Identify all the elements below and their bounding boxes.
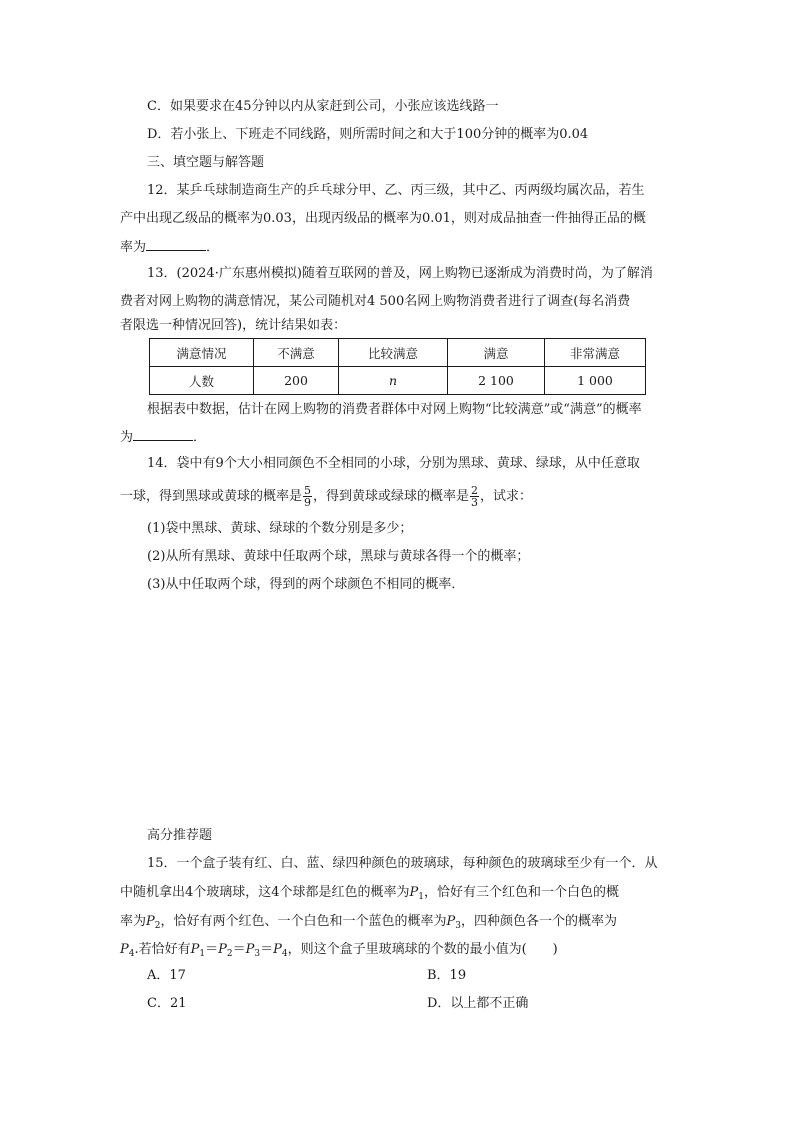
table-cell: 比较满意 [339,339,448,367]
q13-end: ． [193,430,207,445]
q12-line-1: 12．某乒乓球制造商生产的乒乓球分甲、乙、丙三级，其中乙、丙两级均属次品，若生 [147,183,645,198]
q13-line-2: 费者对网上购物的满意情况，某公司随机对4 500名网上购物消费者进行了调查(每名消费 [120,294,631,309]
survey-table [149,338,646,395]
q13-line-3: 者限选一种情况回答)，统计结果如表： [120,318,347,333]
table-cell: 200 [254,367,339,395]
q13-line-5 [120,428,206,446]
q14-line-1: 14．袋中有9个大小相同颜色不全相同的小球，分别为黑球、黄球、绿球，从中任意取 [147,456,640,471]
option-c-prev: C．如果要求在45分钟以内从家赶到公司，小张应该选线路一 [147,99,499,114]
q14-part-3: (3)从中任取两个球，得到的两个球颜色不相同的概率． [147,577,465,592]
table-cell: 非常满意 [545,339,646,367]
q14-part-1: (1)袋中黑球、黄球、绿球的个数分别是多少； [147,521,413,536]
q13-line-1: 13．(2024·广东惠州模拟)随着互联网的普及，网上购物已逐渐成为消费时尚，为了解消 [147,266,653,281]
table-cell: 2 100 [448,367,545,395]
section-heading: 三、填空题与解答题 [147,155,265,170]
option-b: B．19 [427,968,467,983]
q12-text: 率为 [120,240,147,255]
q14-text-1: 一球，得到黑球或黄球的概率是 [120,489,303,504]
fraction-5-9 [303,485,312,508]
q15-line-3: 率为$P_2$，恰好有两个红色、一个白色和一个蓝色的概率为$P_3$，四种颜色各一个的概率为 [120,914,618,931]
q14-text-2: ，得到黄球或绿球的概率是 [313,489,470,504]
table-cell [339,367,448,395]
q15-line-2: 中随机拿出4个玻璃球，这4个球都是红色的概率为$P_1$，恰好有三个红色和一个白色的概 [120,885,620,902]
fraction-denominator: 9 [304,496,312,509]
fraction-numerator: 5 [304,484,312,497]
q14-line-2 [120,485,532,508]
variable-n: n [388,373,398,388]
answer-blank [133,428,193,441]
option-d: D．以上都不正确 [427,996,529,1011]
table-row [150,367,646,395]
table-cell: 1 000 [545,367,646,395]
answer-blank [146,238,206,251]
table-cell: 人数 [150,367,254,395]
option-c: C．21 [147,996,187,1011]
q13-text: 为 [120,430,134,445]
q14-part-2: (2)从所有黑球、黄球中任取两个球，黑球与黄球各得一个的概率； [147,549,530,564]
table-header-row [150,339,646,367]
table-cell: 满意情况 [150,339,254,367]
table-cell: 满意 [448,339,545,367]
q12-end: ． [206,240,220,255]
fraction-2-3 [470,485,479,508]
q15-line-1: 15．一个盒子装有红、白、蓝、绿四种颜色的玻璃球，每种颜色的玻璃球至少有一个．从 [147,856,658,871]
q12-line-2: 产中出现乙级品的概率为0.03，出现丙级品的概率为0.01，则对成品抽查一件抽得正品的概 [120,211,646,226]
q14-text-3: ，试求： [480,489,533,504]
fraction-numerator: 2 [471,484,479,497]
q12-line-3 [120,238,219,256]
q13-line-4: 根据表中数据，估计在网上购物的消费者群体中对网上购物“比较满意”或“满意”的概率 [147,402,642,417]
option-a: A．17 [147,968,186,983]
q15-line-4: $P_4$.若恰好有$P_1=P_2=P_3=P_4$，则这个盒子里玻璃球的个数的最小值为( ) [120,942,558,959]
option-d-prev: D．若小张上、下班走不同线路，则所需时间之和大于100分钟的概率为0.04 [147,127,589,142]
section-heading-high: 高分推荐题 [147,828,213,843]
fraction-denominator: 3 [471,496,479,509]
table-cell: 不满意 [254,339,339,367]
